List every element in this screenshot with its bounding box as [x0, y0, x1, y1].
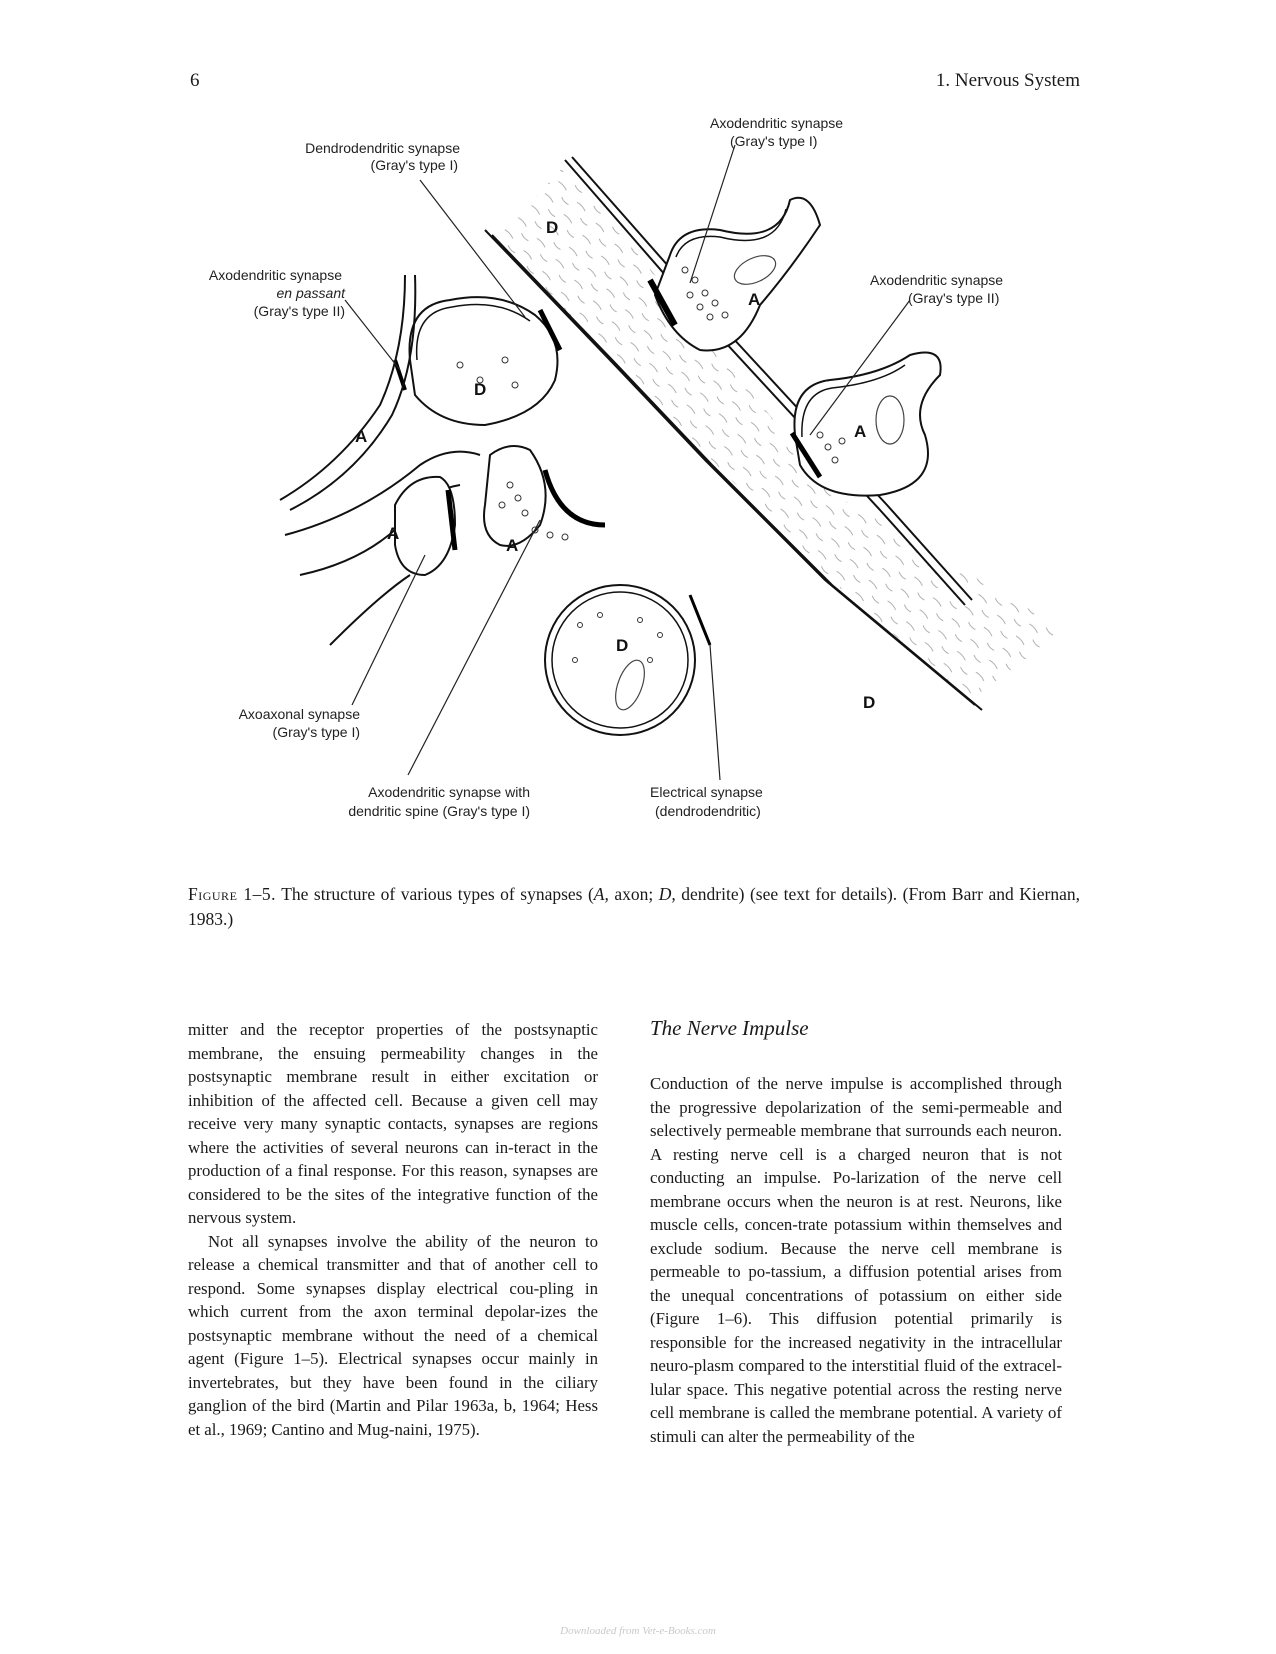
svg-text:(dendrodendritic): (dendrodendritic) [655, 803, 761, 819]
axon-terminal-right [792, 353, 941, 496]
letter-d-top: D [546, 218, 559, 237]
svg-text:Axodendritic synapse: Axodendritic synapse [710, 115, 844, 131]
label-spine [348, 784, 530, 819]
right-column [650, 1018, 1062, 1448]
svg-text:(Gray's type I): (Gray's type I) [370, 157, 458, 173]
svg-text:en passant: en passant [276, 285, 345, 301]
download-watermark: Downloaded from Vet-e-Books.com [560, 1625, 716, 1637]
left-column [188, 1018, 598, 1441]
letter-a-left: A [355, 427, 368, 446]
letter-d-bottom-right: D [863, 693, 876, 712]
figure-caption [188, 882, 1080, 932]
letter-a-spine: A [506, 536, 519, 555]
svg-text:(Gray's type II): (Gray's type II) [908, 290, 1000, 306]
axoaxonal-region [395, 446, 605, 575]
letter-d-left: D [474, 380, 487, 399]
synapse-figure [180, 105, 1080, 865]
svg-text:(Gray's type I): (Gray's type I) [272, 724, 360, 740]
svg-text:Axoaxonal synapse: Axoaxonal synapse [238, 706, 360, 722]
figure-number: Figure 1–5. [188, 884, 277, 904]
axon-terminal-upper-right [650, 198, 820, 351]
letter-d-bottom: D [616, 636, 629, 655]
svg-text:Axodendritic synapse: Axodendritic synapse [870, 272, 1004, 288]
caption-text-1: The structure of various types of synapses ( [276, 884, 594, 904]
dendrite-bulb-bottom [545, 585, 710, 735]
running-title: 1. Nervous System [935, 70, 1080, 91]
svg-text:Electrical synapse: Electrical synapse [650, 784, 763, 800]
caption-a-italic: A, [593, 884, 609, 904]
label-en-passant [209, 267, 346, 319]
svg-text:(Gray's type I): (Gray's type I) [730, 133, 818, 149]
label-dendrodendritic [305, 140, 460, 173]
letter-a-right: A [854, 422, 867, 441]
dendrite-bulb-top [395, 297, 560, 425]
letter-a-axoaxonal: A [387, 524, 400, 543]
svg-text:Dendrodendritic synapse: Dendrodendritic synapse [305, 140, 460, 156]
caption-text-3: dendrite) (see text for details). (From Barr and Kiernan, 1983.) [188, 884, 1080, 929]
page-number: 6 [190, 70, 200, 91]
label-axodendritic-top [710, 115, 843, 149]
svg-text:Axodendritic synapse with: Axodendritic synapse with [368, 784, 530, 800]
left-paragraph-2: Not all synapses involve the ability of the neuron to release a chemical transmitter and that of another cell to respond. Some synapses display electrical cou-pling in which current from the axon terminal depolar-izes the postsynaptic membrane without the need of a chemical agent (Figure 1–5). Electrical synapses occur mainly in invertebrates, but they have been found in the ciliary ganglion of the bird (Martin and Pilar 1963a, b, 1964; Hess et al., 1969; Cantino and Mug-naini, 1975). [188, 1231, 598, 1439]
right-paragraph-1: Conduction of the nerve impulse is accomplished through the progressive depolarization of the semi-permeable and selectively permeable membrane that surrounds each neuron. A resting nerve cell is a charged neuron that is not conducting an impulse. Po-larization of the nerve cell membrane occurs when the neuron is at rest. Neurons, like muscle cells, concen-trate potassium within themselves and exclude sodium. Because the nerve cell membrane is permeable to po-tassium, a diffusion potential arises from the unequal concentrations of potassium on either side (Figure 1–6). This diffusion potential primarily is responsible for the increased negativity in the intracellular neuro-plasm compared to the interstitial fluid of the extracel-lular space. This negative potential across the resting nerve cell membrane is called the membrane potential. A variety of stimuli can alter the permeability of the [650, 1074, 1062, 1446]
caption-text-2: axon; [608, 884, 659, 904]
left-paragraph-1: mitter and the receptor properties of the postsynaptic membrane, the ensuing permeability changes in the postsynaptic membrane result in either excitation or inhibition of the affected cell. Because a given cell may receive very many synaptic contacts, synapses are regions where the activities of several neurons can in-teract in the production of a final response. For this reason, synapses are considered to be the sites of the integrative function of the nervous system. [188, 1020, 598, 1227]
section-heading: The Nerve Impulse [650, 1016, 809, 1040]
letter-a-top-right: A [748, 290, 761, 309]
label-axodendritic-right [870, 272, 1003, 306]
svg-text:dendritic spine (Gray's type I: dendritic spine (Gray's type I) [348, 803, 530, 819]
svg-text:(Gray's type II): (Gray's type II) [253, 303, 345, 319]
label-electrical [650, 784, 763, 819]
caption-d-italic: D, [658, 884, 676, 904]
label-axoaxonal [239, 706, 361, 740]
svg-text:Axodendritic synapse: Axodendritic synapse [208, 267, 342, 283]
